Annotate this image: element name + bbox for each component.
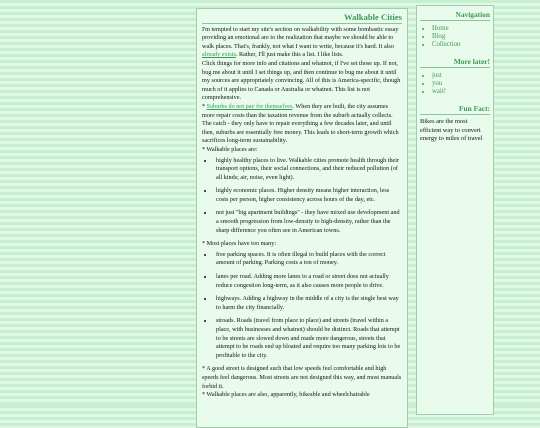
walkable-tail-paragraph: * Walkable places are also, apparently, bikeable and wheelchairable [202,391,370,399]
street-speed-paragraph: * A good street is designed such that low speeds feel comfortable and high speeds feel dangerous. Most streets are not designed this way, and most manuals forbid it. [202,365,402,390]
page-title: Walkable Cities [202,11,402,24]
walkable-list [202,157,402,236]
navigation-list [420,25,490,49]
bullet-marker: * [202,102,207,110]
nav-item-collection[interactable]: • Collection [432,41,490,49]
already-exists-link[interactable]: already exists [202,51,236,59]
suburbs-paragraph [202,103,402,146]
suburbs-link[interactable]: Suburbs do not pay for themselves [206,102,293,110]
list-item: • highly economic places. Higher density means higher interaction, less costs per person, higher consistency across hours of the day, etc. [214,187,402,204]
intro-text-end: . Rather, I'll just make this a list. I like lists. [235,51,344,59]
nav-item-home[interactable]: • Home [432,25,490,33]
suburbs-text: . When they are built, the city assumes more repair costs than the taxation revenue from the suburb actually collects. The catch - they only have to repair everything a few decades later, and until then, suburbs are essentially free money. This leads to short-term growth which sacrifices long-term sustainability. [202,102,399,145]
instructions-paragraph: Click things for more info and citations and whatnot, if I've set those up. If not, bug me about it until I set things up, and then continue to bug me about it until my sources are appropriately convincing. All of this is America-specific, though much of it applies to Canada or Australia or whatnot. This list is not comprehensive. [202,59,401,102]
list-item: • lanes per road. Adding more lanes to a road or street does not actually reduce congestion long-term, as it also causes more people to drive. [214,273,402,290]
walkable-heading: * Walkable places are: [202,145,258,153]
main-content-panel [196,8,408,428]
too-many-list [202,251,402,361]
more-later-title: More later! [420,55,490,68]
fun-fact-title: Fun Fact: [420,102,490,115]
intro-paragraph [202,26,402,60]
list-item: • highways. Adding a highway in the middle of a city is the single best way to harm the city financially. [214,295,402,312]
fun-fact-text: Bikes are the most efficient way to convert energy to miles of travel [420,118,483,143]
more-later-item[interactable]: • just [432,72,490,80]
more-later-list [420,72,490,96]
list-item: • highly healthy places to live. Walkable cities promote health through their transport options, their social connections, and their reduced pollution (of all kinds; air, noise, even light). [214,157,402,183]
more-later-item[interactable]: • wait! [432,88,490,96]
navigation-title: Navigation [420,8,490,21]
list-item: • stroads. Roads (travel from place to place) and streets (travel within a place, with businesses and whatnot) should be distinct. Roads that attempt to be streets are slowed down and made more dangerous, streets that attempt to be roads end up bloated and require too many parking lots to be profitable to the city. [214,317,402,360]
intro-text: I'm tempted to start my site's section on walkability with some bombastic essay providing an emotional are to the realization that maybe we should be able to walk places. That's, frankly, not what I want to write, because it's hard. It also [202,25,399,50]
nav-item-blog[interactable]: • Blog [432,33,490,41]
list-item: • not just "big apartment buildings" - they have mixed use development and a smooth progression from low-density to high-density, rather than the sharp difference you often see in American towns. [214,209,402,235]
parking-heading: * Most places have too many: [202,240,277,248]
sidebar [416,5,494,415]
list-item: • free parking spaces. It is often illegal to build places with the correct amount of parking. Parking costs a ton of money. [214,251,402,268]
more-later-item[interactable]: • you [432,80,490,88]
